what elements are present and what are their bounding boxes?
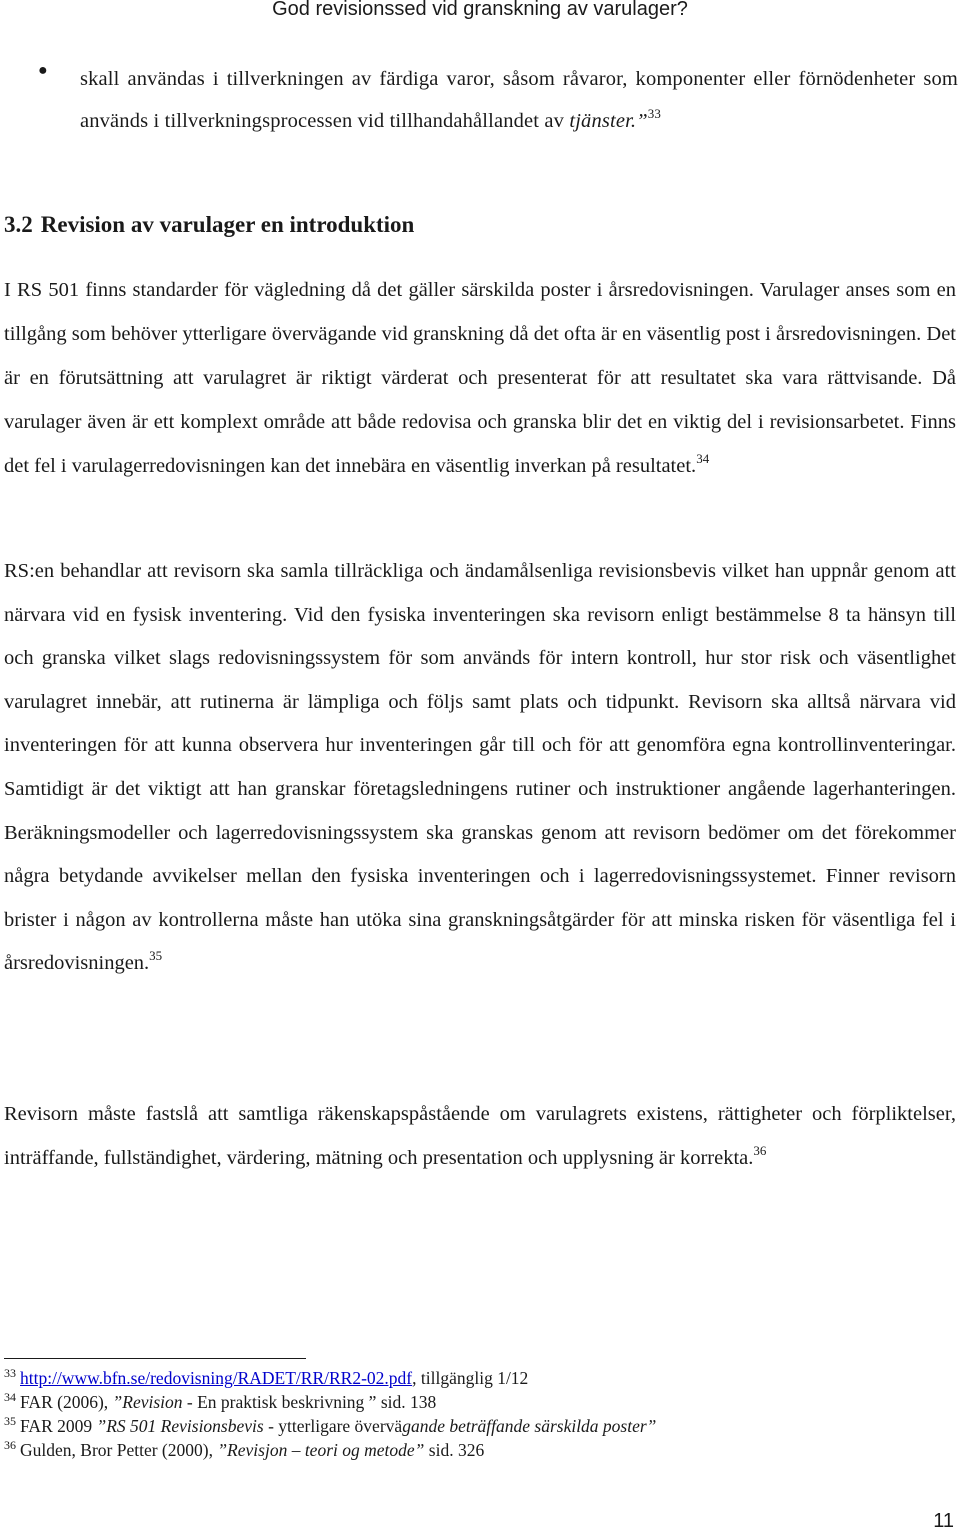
bullet-text	[80, 58, 958, 142]
footnote-ref-33[interactable]: 33	[647, 106, 662, 121]
footnote-title: ”Revision	[112, 1392, 183, 1412]
paragraph-3-text: Revisorn måste fastslå att samtliga räkenskapspåstående om varulagrets existens, rättigheter och förpliktelser, inträffande, fullständighet, värdering, mätning och presentation och upplysning är korrekta.	[4, 1103, 956, 1169]
footnote-text: Gulden, Bror Petter (2000),	[20, 1440, 218, 1460]
paragraph-1	[4, 268, 956, 488]
bullet-icon: ●	[38, 62, 48, 79]
bullet-list-item	[38, 58, 958, 142]
footnote-ref-34[interactable]: 34	[696, 451, 710, 466]
footnote-text: sid. 326	[424, 1440, 485, 1460]
paragraph-1-text: I RS 501 finns standarder för vägledning då det gäller särskilda poster i årsredovisningen. Varulager anses som en tillgång som behöver ytterligare övervägande vid granskning då det ofta är en väsentlig post i årsredovisningen. Det är en förutsättning att varulagret är riktigt värderat och presenterat för att resultatet ska vara rättvisande. Då varulager även är ett komplext område att både redovisa och granska blir det en viktig del i revisionsarbetet. Finns det fel i varulagerredovisningen kan det innebära en väsentlig inverkan på resultatet.	[4, 279, 956, 477]
paragraph-3	[4, 1092, 956, 1180]
footnote-number: 36	[4, 1438, 16, 1452]
section-heading	[4, 212, 414, 238]
footnote-number: 33	[4, 1366, 16, 1380]
footnote-35	[4, 1414, 954, 1438]
footnote-text: FAR 2009	[20, 1416, 97, 1436]
running-header: God revisionssed vid granskning av varulager?	[272, 0, 688, 20]
footnote-ref-36[interactable]: 36	[753, 1143, 767, 1158]
footnote-title: ”RS 501 Revisionsbevis	[96, 1416, 264, 1436]
footnote-text: FAR (2006),	[20, 1392, 113, 1412]
footnote-title: gande beträffande särskilda poster”	[402, 1416, 657, 1436]
footnote-separator	[4, 1358, 306, 1359]
footnote-number: 34	[4, 1390, 16, 1404]
footnotes	[4, 1366, 954, 1462]
footnote-36	[4, 1438, 954, 1462]
footnote-link[interactable]: http://www.bfn.se/redovisning/RADET/RR/RR2-02.pdf	[20, 1368, 413, 1388]
footnote-33	[4, 1366, 954, 1390]
footnote-text: - En praktisk beskrivning ” sid. 138	[182, 1392, 437, 1412]
footnote-number: 35	[4, 1414, 16, 1428]
paragraph-2-text: RS:en behandlar att revisorn ska samla tillräckliga och ändamålsenliga revisionsbevis vilket han uppnår genom att närvara vid en fysisk inventering. Vid den fysiska inventeringen ska revisorn enligt bestämmelse 8 ta hänsyn till och granska vilket slags redovisningssystem för som används för intern kontroll, hur stor risk och väsentlighet varulagret innebär, att rutinerna är lämpliga och följs samt plats och tidpunkt. Revisorn ska alltså närvara vid inventeringen för att kunna observera hur inventeringen går till och för att genomföra egna kontrollinventeringar. Samtidigt är det viktigt att han granskar företagsledningens rutiner och instruktioner angående lagerhanteringen. Beräkningsmodeller och lagerredovisningssystem ska granskas genom att revisorn bedömer om det förekommer några betydande avvikelser mellan den fysiska inventeringen och i lagerredovisningssystemet. Finner revisorn brister i någon av kontrollerna måste han utöka sina granskningsåtgärder för att minska risken för väsentliga fel i årsredovisningen.	[4, 560, 956, 975]
footnote-title: ”Revisjon – teori og metode”	[217, 1440, 425, 1460]
footnote-text: - ytterligare övervä	[263, 1416, 403, 1436]
bullet-italic-tail: tjänster.”	[569, 110, 648, 132]
section-title: Revision av varulager en introduktion	[40, 212, 415, 237]
bullet-body: skall användas i tillverkningen av färdiga varor, såsom råvaror, komponenter eller förnödenheter som används i tillverkningsprocessen vid tillhandahållandet av	[80, 68, 958, 132]
paragraph-2	[4, 550, 956, 986]
section-number: 3.2	[4, 212, 33, 237]
footnote-text: , tillgänglig 1/12	[412, 1368, 529, 1388]
page-number: 11	[933, 1510, 954, 1532]
footnote-ref-35[interactable]: 35	[149, 948, 163, 964]
footnote-34	[4, 1390, 954, 1414]
